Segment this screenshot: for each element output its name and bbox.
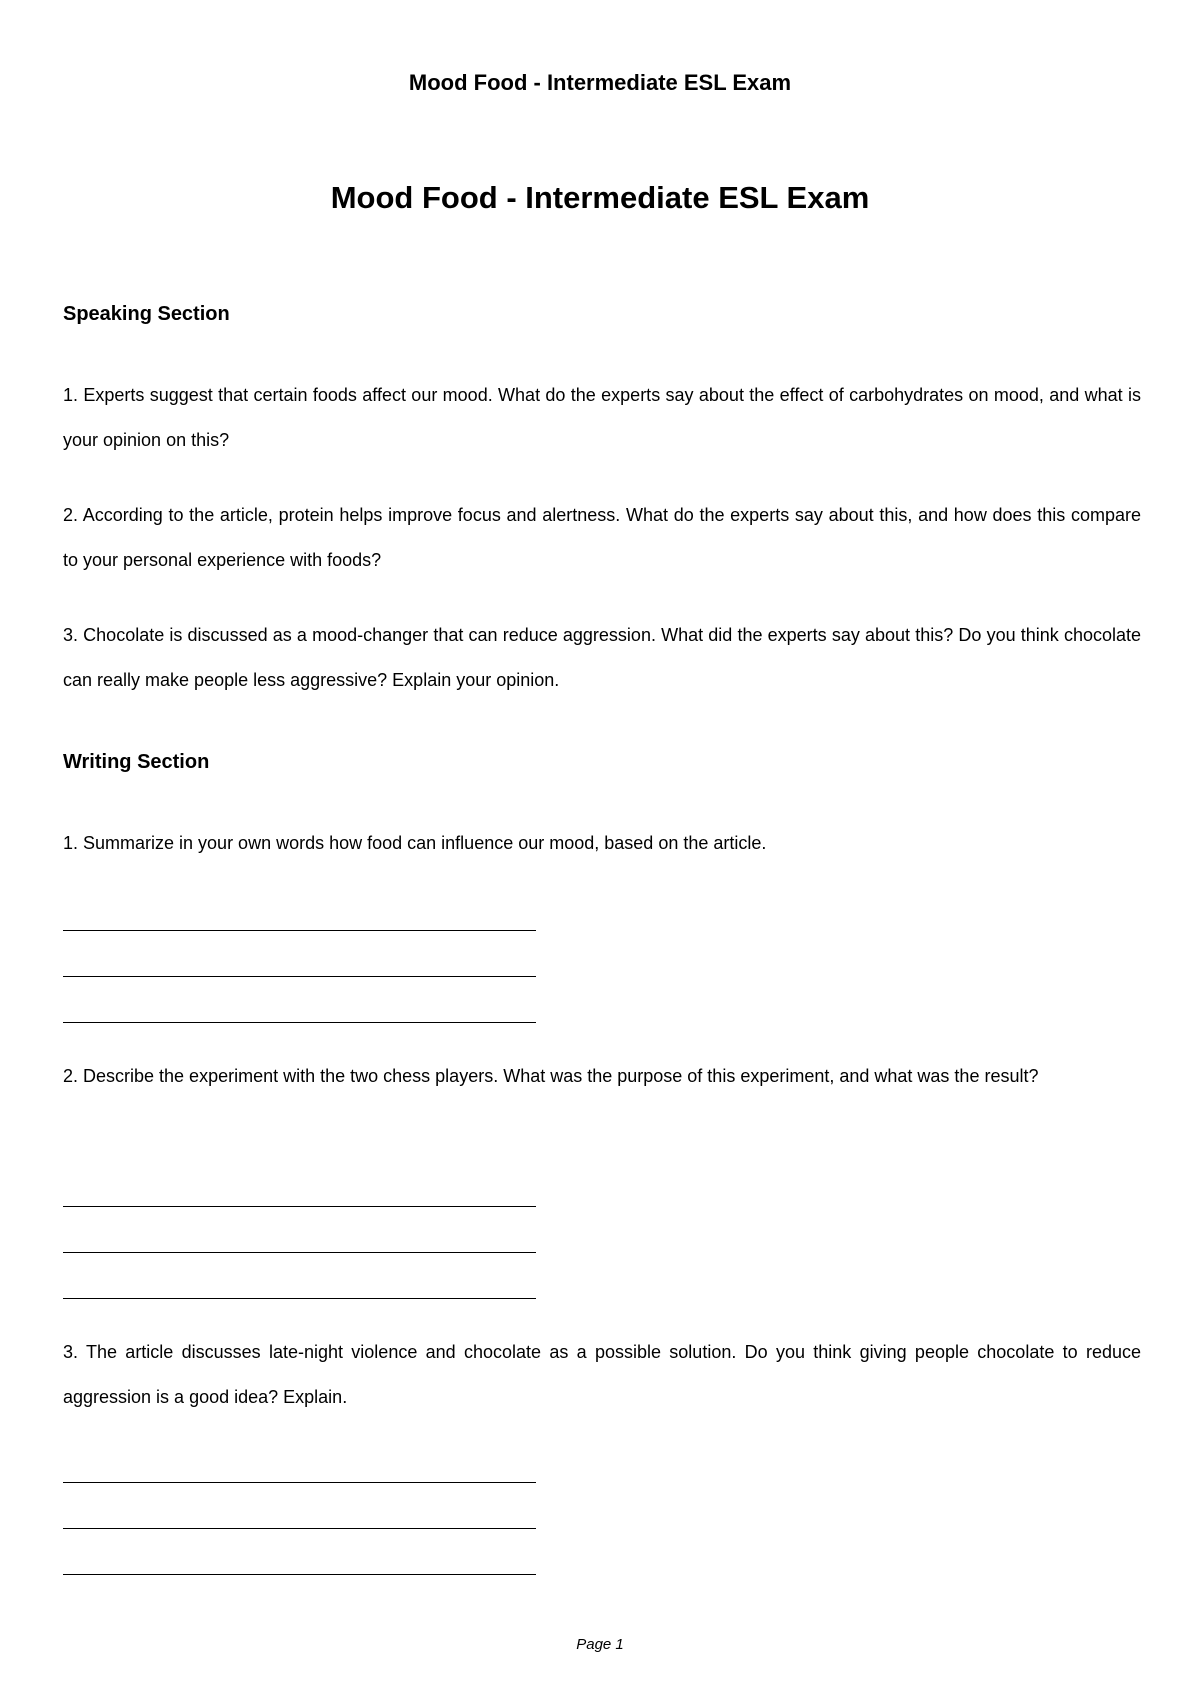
answer-line[interactable]	[63, 930, 536, 931]
running-header: Mood Food - Intermediate ESL Exam	[408, 70, 792, 95]
answer-line[interactable]	[63, 1482, 536, 1483]
answer-line[interactable]	[63, 1528, 536, 1529]
writing-question-1: 1. Summarize in your own words how food can influence our mood, based on the article.	[63, 833, 767, 853]
answer-line[interactable]	[63, 1252, 536, 1253]
answer-line[interactable]	[63, 1298, 536, 1299]
writing-question-2: 2. Describe the experiment with the two chess players. What was the purpose of this experiment, and what was the result?	[63, 1066, 1039, 1086]
answer-line[interactable]	[63, 1022, 536, 1023]
speaking-question-3: 3. Chocolate is discussed as a mood-changer that can reduce aggression. What did the experts say about this? Do you think chocolate can really make people less aggressive? Explain your opinion.	[63, 625, 1141, 690]
speaking-question-1: 1. Experts suggest that certain foods affect our mood. What do the experts say about the effect of carbohydrates on mood, and what is your opinion on this?	[63, 385, 1141, 450]
answer-line[interactable]	[63, 1206, 536, 1207]
answer-line[interactable]	[63, 1574, 536, 1575]
page-number: Page 1	[576, 1636, 624, 1653]
writing-section-heading: Writing Section	[63, 751, 210, 773]
writing-question-3: 3. The article discusses late-night violence and chocolate as a possible solution. Do you think giving people chocolate to reduce aggression is a good idea? Explain.	[63, 1342, 1141, 1407]
answer-line[interactable]	[63, 976, 536, 977]
page-title: Mood Food - Intermediate ESL Exam	[330, 180, 870, 215]
speaking-section-heading: Speaking Section	[63, 303, 230, 325]
speaking-question-2: 2. According to the article, protein helps improve focus and alertness. What do the experts say about this, and how does this compare to your personal experience with foods?	[63, 505, 1141, 570]
